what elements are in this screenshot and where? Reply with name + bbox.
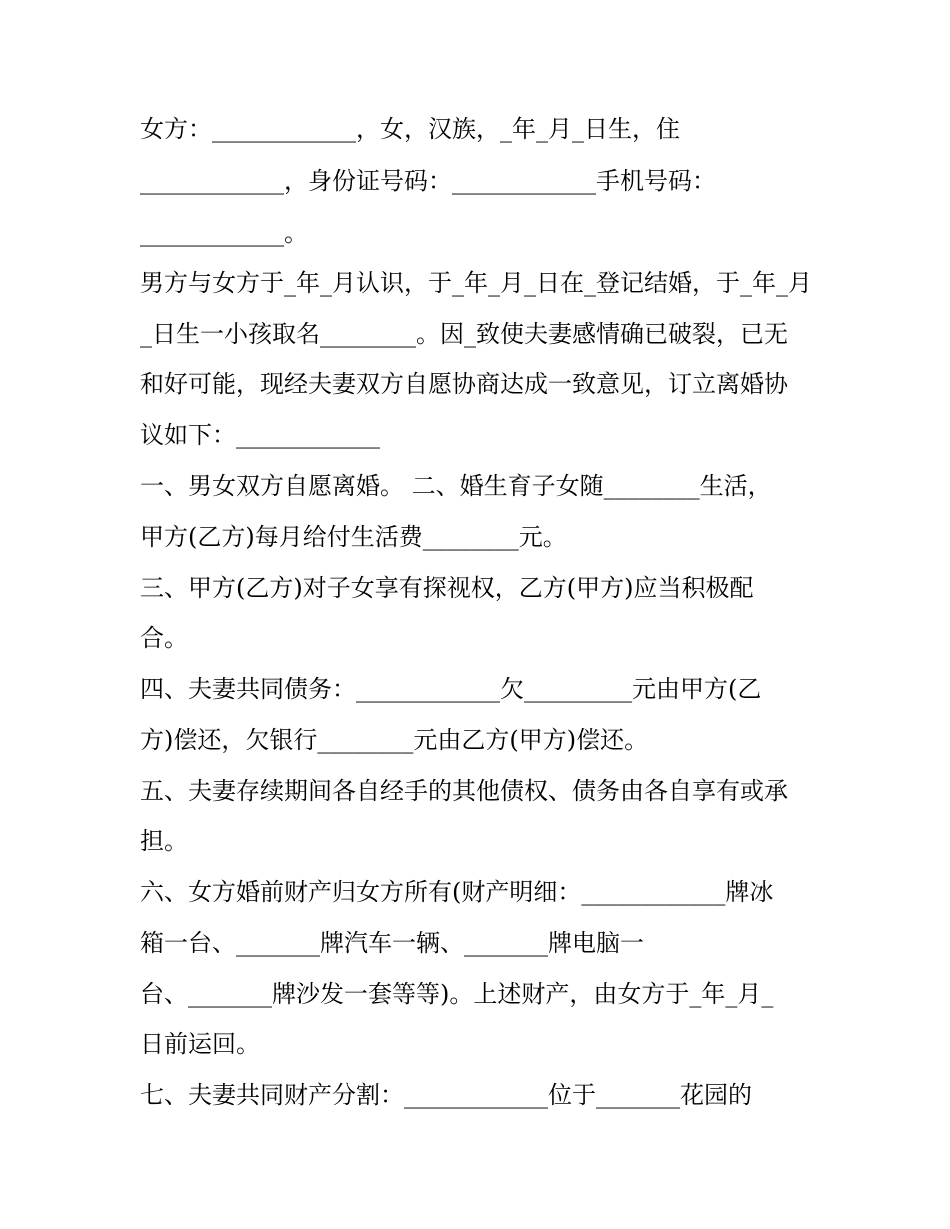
- clause-3-visitation: 三、甲方(乙方)对子女享有探视权，乙方(甲方)应当积极配: [140, 574, 754, 602]
- clause-4-joint-debt: 四、夫妻共同债务：____________欠_________元由甲方(乙: [140, 675, 762, 703]
- clause-3-end: 合。: [140, 624, 188, 652]
- text-line-marriage-dates: 男方与女方于_年_月认识，于_年_月_日在_登记结婚，于_年_月: [140, 269, 812, 297]
- clause-6-premarital-property: 六、女方婚前财产归女方所有(财产明细：____________牌冰: [140, 878, 774, 906]
- clause-4-bank-debt: 方)偿还，欠银行________元由乙方(甲方)偿还。: [140, 726, 649, 754]
- clause-2-living-cost: 甲方(乙方)每月给付生活费________元。: [140, 523, 567, 551]
- clause-6-property-return: 台、_______牌沙发一套等等)。上述财产，由女方于_年_月_: [140, 980, 774, 1008]
- text-line-agreement-intro: 和好可能，现经夫妻双方自愿协商达成一致意见，订立离婚协: [140, 370, 788, 398]
- text-line-agreement-follows: 议如下：____________: [140, 421, 380, 449]
- text-line-child-name: _日生一小孩取名________。因_致使夫妻感情确已破裂，已无: [140, 320, 788, 348]
- clause-1-2: 一、男女双方自愿离婚。 二、婚生育子女随________生活，: [140, 472, 772, 500]
- text-line-id-phone: ____________，身份证号码：____________手机号码：: [140, 167, 716, 195]
- clause-5-other-debts: 五、夫妻存续期间各自经手的其他债权、债务由各自享有或承: [140, 777, 788, 805]
- clause-7-joint-property: 七、夫妻共同财产分割：____________位于_______花园的: [140, 1081, 752, 1109]
- clause-6-property-items: 箱一台、_______牌汽车一辆、_______牌电脑一: [140, 929, 644, 957]
- text-line-phone-blank: ____________。: [140, 219, 308, 247]
- clause-5-end: 担。: [140, 827, 188, 855]
- clause-6-end: 日前运回。: [140, 1030, 260, 1058]
- text-line-woman-info: 女方：____________，女，汉族，_年_月_日生，住: [140, 115, 680, 143]
